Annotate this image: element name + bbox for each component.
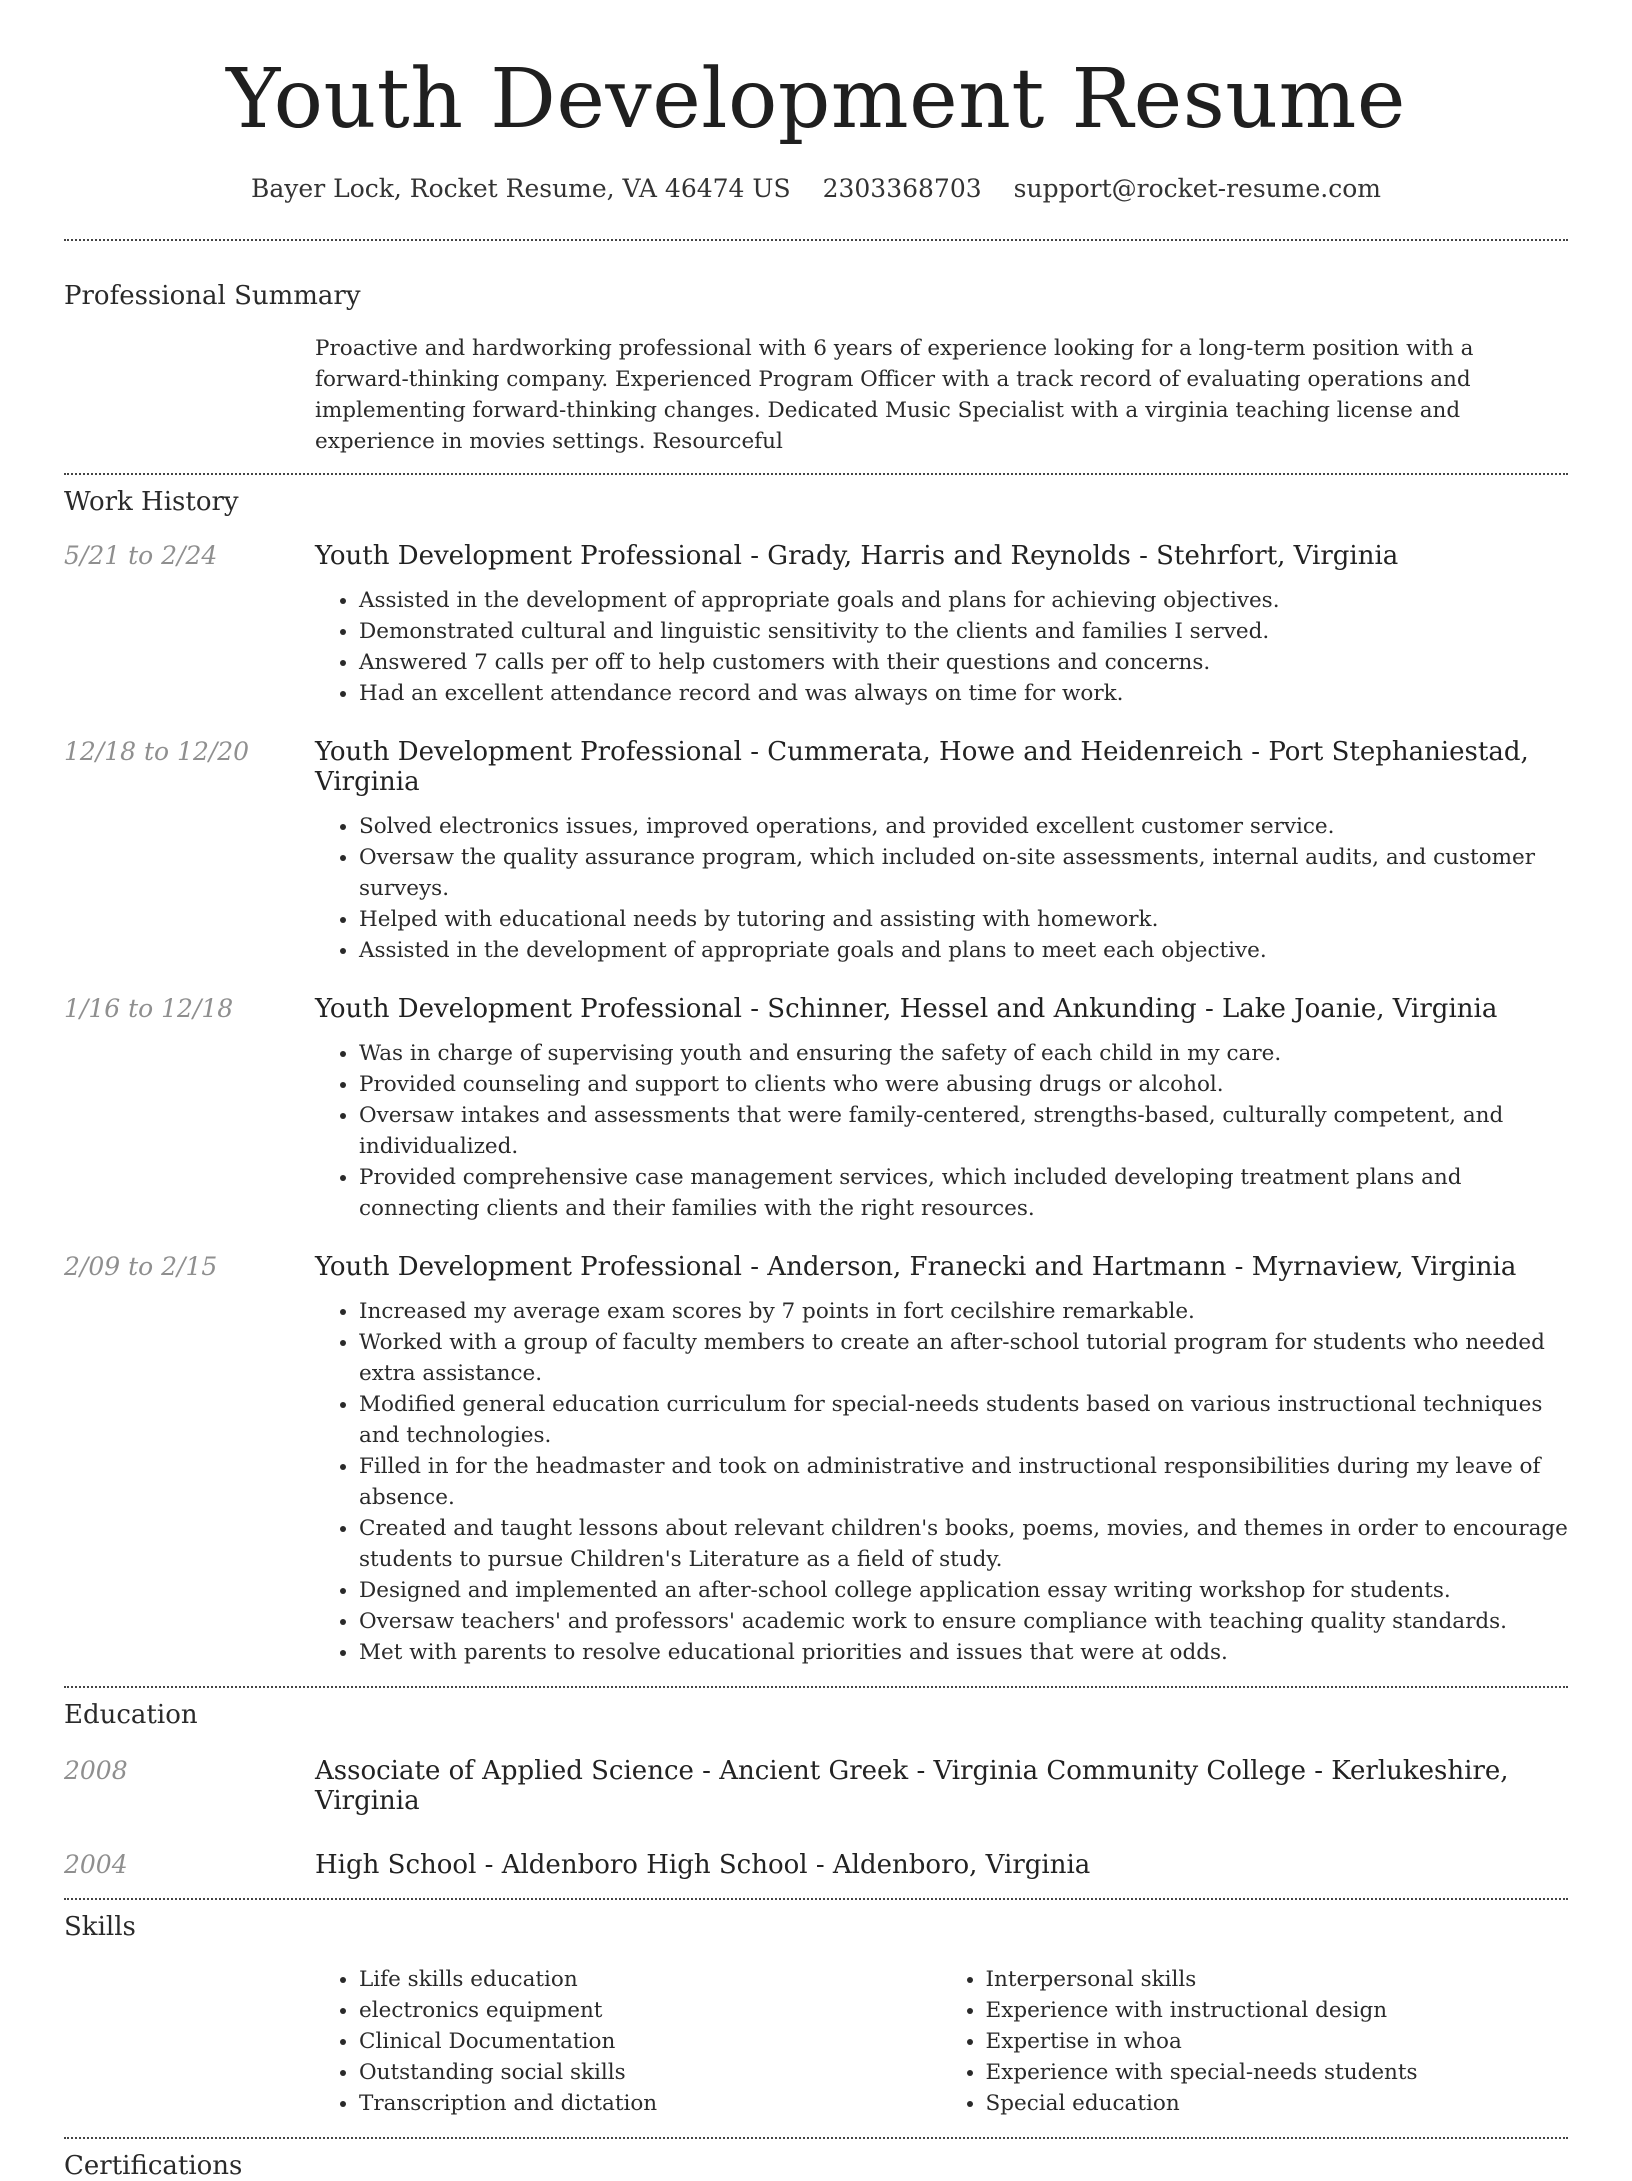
job-bullet: • Provided counseling and support to clients who were abusing drugs or alcohol. — [359, 1069, 1568, 1100]
skill-item: • Experience with instructional design — [986, 1995, 1569, 2026]
skill-item: • Clinical Documentation — [359, 2026, 942, 2057]
skills-grid — [315, 1964, 1568, 2119]
skill-item: • Experience with special-needs students — [986, 2057, 1569, 2088]
job-bullets — [315, 1038, 1568, 1224]
education-heading: Education — [64, 1700, 198, 1730]
job-entry — [0, 541, 1632, 709]
skill-item: • Life skills education — [359, 1964, 942, 1995]
job-entry — [0, 1252, 1632, 1668]
job-bullet: • Modified general education curriculum for special-needs students based on various instructional techniques and technologies. — [359, 1389, 1568, 1451]
job-title: Youth Development Professional - Anderson, Franecki and Hartmann - Myrnaview, Virginia — [315, 1252, 1517, 1282]
job-bullet: • Had an excellent attendance record and was always on time for work. — [359, 678, 1568, 709]
skill-item: • Transcription and dictation — [359, 2088, 942, 2119]
job-bullet: • Created and taught lessons about relevant children's books, poems, movies, and themes in order to encourage students to pursue Children's Literature as a field of study. — [359, 1513, 1568, 1575]
job-bullet: • Assisted in the development of appropriate goals and plans to meet each objective. — [359, 935, 1568, 966]
job-title: Youth Development Professional - Schinner, Hessel and Ankunding - Lake Joanie, Virginia — [315, 994, 1498, 1024]
divider — [64, 239, 1568, 241]
job-bullet: • Was in charge of supervising youth and ensuring the safety of each child in my care. — [359, 1038, 1568, 1069]
job-bullet: • Demonstrated cultural and linguistic sensitivity to the clients and families I served. — [359, 616, 1568, 647]
work-history-heading: Work History — [64, 487, 239, 517]
contact-address: Bayer Lock, Rocket Resume, VA 46474 US — [251, 174, 791, 203]
skill-item: • Expertise in whoa — [986, 2026, 1569, 2057]
skill-item: • Outstanding social skills — [359, 2057, 942, 2088]
job-entry — [0, 994, 1632, 1224]
job-bullet: • Designed and implemented an after-school college application essay writing workshop for students. — [359, 1575, 1568, 1606]
contact-email: support@rocket-resume.com — [1013, 174, 1381, 203]
skill-item: • electronics equipment — [359, 1995, 942, 2026]
page-title: Youth Development Resume — [226, 52, 1406, 147]
job-dates: 12/18 to 12/20 — [64, 737, 250, 766]
job-dates: 5/21 to 2/24 — [64, 541, 218, 570]
job-bullets — [315, 1296, 1568, 1668]
job-bullet: • Provided comprehensive case management services, which included developing treatment plans and connecting clients and their families with the right resources. — [359, 1162, 1568, 1224]
job-bullet: • Answered 7 calls per off to help customers with their questions and concerns. — [359, 647, 1568, 678]
job-bullet: • Oversaw intakes and assessments that were family-centered, strengths-based, culturally competent, and individualized. — [359, 1100, 1568, 1162]
job-bullet: • Oversaw the quality assurance program, which included on-site assessments, internal audits, and customer surveys. — [359, 842, 1568, 904]
summary-text: Proactive and hardworking professional with 6 years of experience looking for a long-term position with a forward-thinking company. Experienced Program Officer with a track record of evaluating operations and implementing forward-thinking changes. Dedicated Music Specialist with a virginia teaching license and experience in movies settings. Resourceful — [315, 336, 1474, 454]
job-entry — [0, 737, 1632, 966]
job-bullet: • Oversaw teachers' and professors' academic work to ensure compliance with teaching quality standards. — [359, 1606, 1568, 1637]
contact-info — [0, 174, 1632, 203]
job-title: Youth Development Professional - Grady, Harris and Reynolds - Stehrfort, Virginia — [315, 541, 1399, 571]
job-bullets — [315, 811, 1568, 966]
skill-item: • Interpersonal skills — [986, 1964, 1569, 1995]
education-year: 2004 — [64, 1850, 128, 1879]
summary-heading: Professional Summary — [64, 281, 361, 311]
job-bullets — [315, 585, 1568, 709]
resume-header — [0, 0, 1632, 203]
job-bullet: • Solved electronics issues, improved operations, and provided excellent customer service. — [359, 811, 1568, 842]
education-text: High School - Aldenboro High School - Aldenboro, Virginia — [315, 1850, 1091, 1880]
education-entry — [64, 1756, 1568, 1816]
divider — [64, 473, 1568, 475]
skills-list-right — [942, 1964, 1569, 2119]
job-bullet: • Assisted in the development of appropriate goals and plans for achieving objectives. — [359, 585, 1568, 616]
work-history-list — [0, 541, 1632, 1668]
job-dates: 2/09 to 2/15 — [64, 1252, 218, 1281]
job-title: Youth Development Professional - Cummerata, Howe and Heidenreich - Port Stephaniestad, Virginia — [315, 737, 1529, 797]
skills-row — [64, 1964, 1568, 2119]
job-bullet: • Filled in for the headmaster and took on administrative and instructional responsibilities during my leave of absence. — [359, 1451, 1568, 1513]
job-bullet: • Worked with a group of faculty members to create an after-school tutorial program for students who needed extra assistance. — [359, 1327, 1568, 1389]
divider — [64, 1686, 1568, 1688]
skill-item: • Special education — [986, 2088, 1569, 2119]
skills-list-left — [315, 1964, 942, 2119]
divider — [64, 1898, 1568, 1900]
job-bullet: • Met with parents to resolve educational priorities and issues that were at odds. — [359, 1637, 1568, 1668]
skills-heading: Skills — [64, 1912, 136, 1942]
job-bullet: • Helped with educational needs by tutoring and assisting with homework. — [359, 904, 1568, 935]
contact-phone: 2303368703 — [822, 174, 982, 203]
job-dates: 1/16 to 12/18 — [64, 994, 234, 1023]
job-bullet: • Increased my average exam scores by 7 points in fort cecilshire remarkable. — [359, 1296, 1568, 1327]
certifications-heading: Certifications — [64, 2151, 243, 2181]
education-entry — [64, 1850, 1568, 1880]
education-year: 2008 — [64, 1756, 128, 1785]
education-text: Associate of Applied Science - Ancient Greek - Virginia Community College - Kerlukeshire, Virginia — [315, 1756, 1509, 1816]
summary-row — [64, 333, 1568, 457]
divider — [64, 2137, 1568, 2139]
